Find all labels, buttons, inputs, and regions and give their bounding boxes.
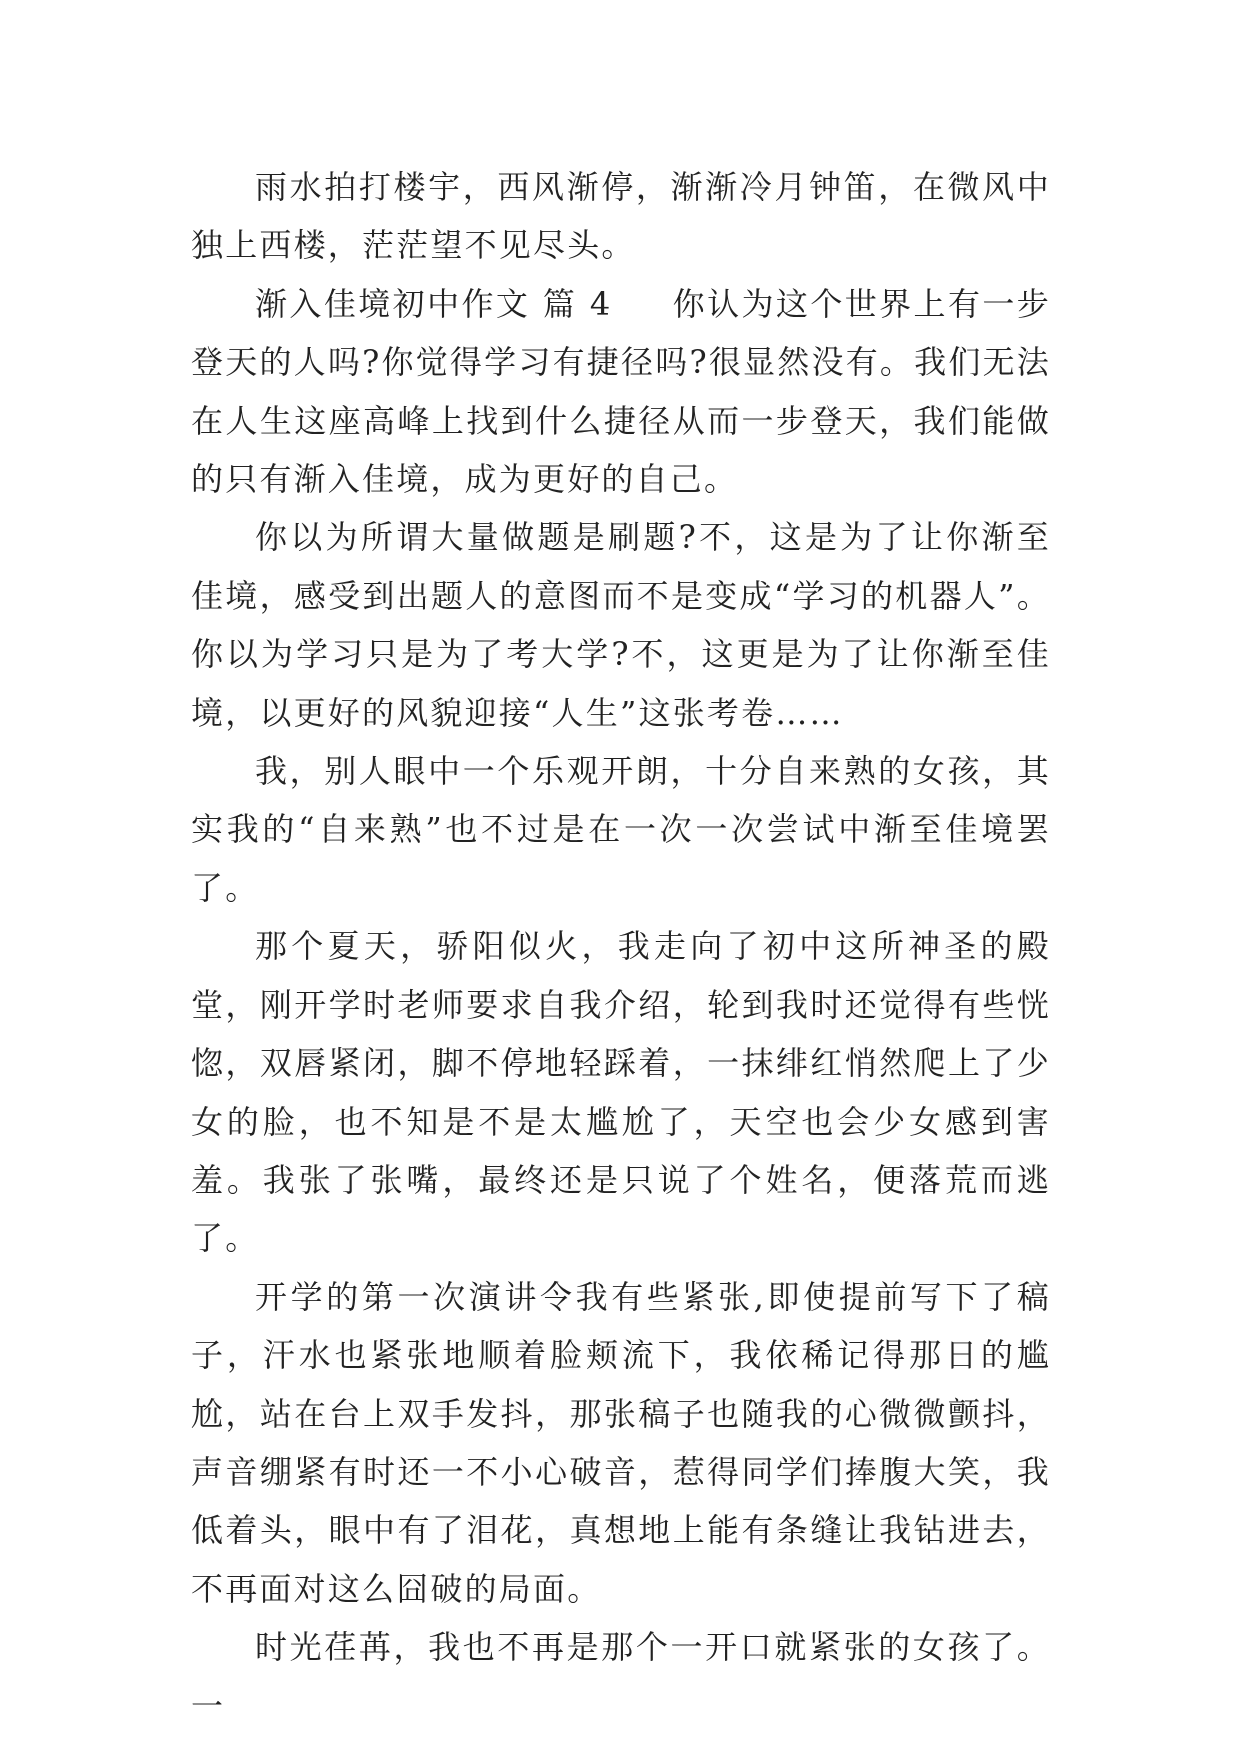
section-heading: 渐入佳境初中作文 篇 4	[255, 284, 613, 323]
paragraph-2	[191, 275, 1051, 509]
essay-body	[191, 158, 1051, 1735]
paragraph-1: 雨水拍打楼宇，西风渐停，渐渐冷月钟笛，在微风中独上西楼，茫茫望不见尽头。	[191, 168, 1051, 265]
paragraph-2-text: 你认为这个世界上有一步登天的人吗?你觉得学习有捷径吗?很显然没有。我们无法在人生这座高峰上找到什么捷径从而一步登天，我们能做的只有渐入佳境，成为更好的自己。	[191, 284, 1051, 499]
paragraph-4: 我，别人眼中一个乐观开朗，十分自来熟的女孩，其实我的“自来熟”也不过是在一次一次尝试中渐至佳境罢了。	[191, 752, 1051, 907]
paragraph-7: 时光荏苒，我也不再是那个一开口就紧张的女孩了。一	[191, 1628, 1051, 1725]
paragraph-3: 你以为所谓大量做题是刷题?不，这是为了让你渐至佳境，感受到出题人的意图而不是变成“学习的机器人”。你以为学习只是为了考大学?不，这更是为了让你渐至佳境，以更好的风貌迎接“人生”这张考卷……	[191, 518, 1051, 732]
paragraph-5: 那个夏天，骄阳似火，我走向了初中这所神圣的殿堂，刚开学时老师要求自我介绍，轮到我时还觉得有些恍惚，双唇紧闭，脚不停地轻踩着，一抹绯红悄然爬上了少女的脸，也不知是不是太尴尬了，天空也会少女感到害羞。我张了张嘴，最终还是只说了个姓名，便落荒而逃了。	[191, 927, 1051, 1258]
paragraph-6: 开学的第一次演讲令我有些紧张,即使提前写下了稿子，汗水也紧张地顺着脸颊流下，我依稀记得那日的尴尬，站在台上双手发抖，那张稿子也随我的心微微颤抖，声音绷紧有时还一不小心破音，惹得同学们捧腹大笑，我低着头，眼中有了泪花，真想地上能有条缝让我钻进去，不再面对这么囧破的局面。	[191, 1277, 1051, 1608]
